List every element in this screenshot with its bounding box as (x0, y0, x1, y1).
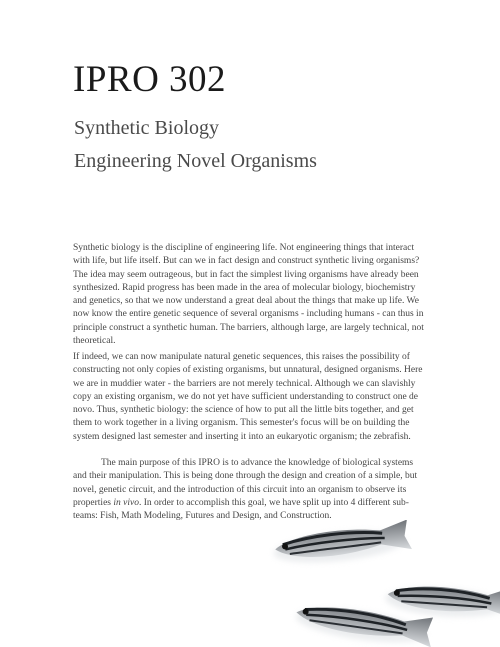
purpose-text-italic: in vivo (113, 497, 139, 508)
purpose-text-start: The main purpose of this IPRO is to advance the knowledge of biological systems and their manipulation. This is being done through the design and creation of a simple, but novel, genetic circuit, and the introduction of this circuit into an organism to observe its properties (73, 458, 418, 508)
body-paragraph: If indeed, we can now manipulate natural genetic sequences, this raises the possibility of constructing not only copies of existing organisms, but unnatural, designed organisms. Here we are in muddier water - the barriers are not merely technical. Although we can slavishly copy an existing organism, we do not yet have sufficient understanding to construct one de novo. Thus, synthetic biology: the science of how to put all the little bits together, and get them to work together in a living organism. This semester's focus will be on building the system designed last semester and inserting it into an eukaryotic organism; the zebrafish. (73, 352, 423, 442)
fish-top (272, 520, 413, 568)
document-title: IPRO 302 (73, 59, 227, 100)
purpose-paragraph (73, 457, 429, 523)
document-subtitle-secondary: Engineering Novel Organisms (74, 150, 317, 172)
fish-right (384, 580, 500, 621)
document-subtitle: Synthetic Biology (74, 117, 219, 139)
zebrafish-illustration (255, 520, 500, 647)
purpose-text-end: . In order to accomplish this goal, we have split up into 4 different sub-teams: Fish, Math Modeling, Futures and Design, and Construction. (73, 497, 409, 522)
intro-paragraph: Synthetic biology is the discipline of engineering life. Not engineering things that interact with life, but life itself. But can we in fact design and construct synthetic living organisms? The idea may seem outrageous, but in fact the simplest living organisms have already been synthesized. Rapid progress has been made in the area of molecular biology, biochemistry and genetics, so that we now understand a great deal about the things that make up life. We now know the entire genetic sequence of several organisms - including humans - can thus in principle construct a synthetic human. The barriers, although large, are largely technical, not theoretical. (73, 243, 424, 347)
